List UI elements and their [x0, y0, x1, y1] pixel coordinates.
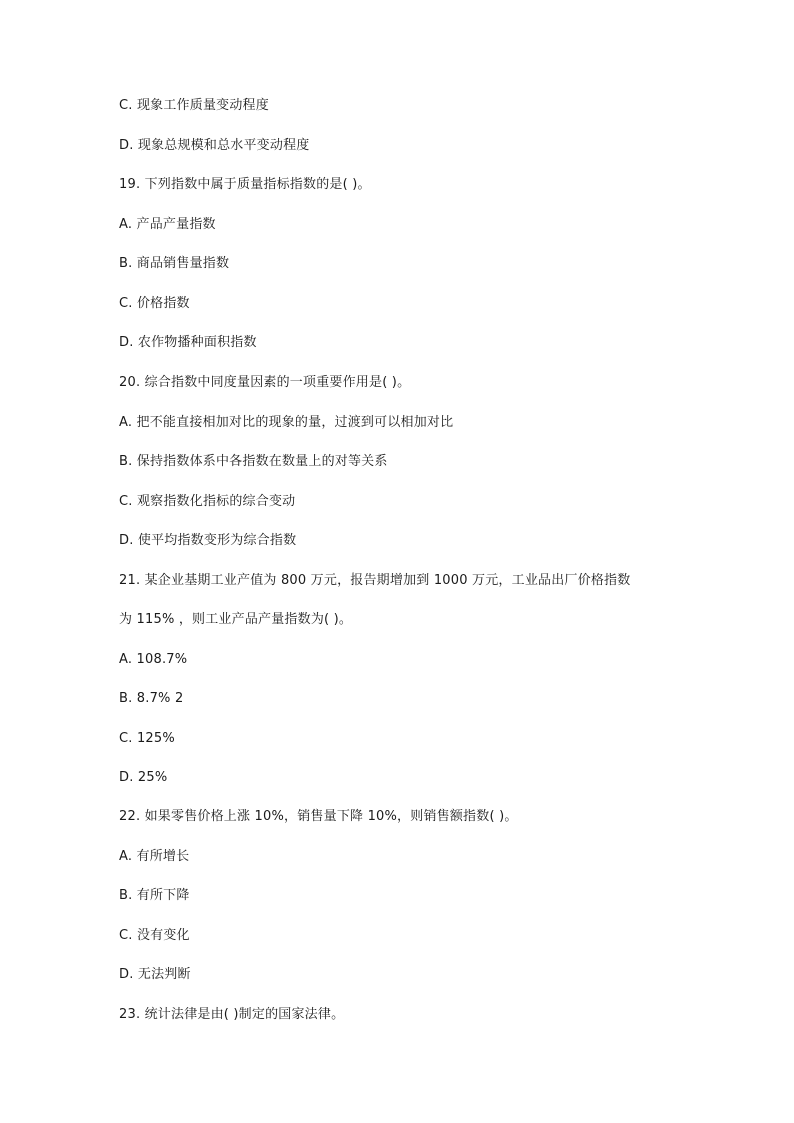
- option-c-q22: C. 没有变化: [119, 928, 190, 943]
- option-d-q19: D. 农作物播种面积指数: [119, 335, 257, 350]
- option-b-q19: B. 商品销售量指数: [119, 256, 230, 271]
- option-c-q19: C. 价格指数: [119, 296, 190, 311]
- question-19: 19. 下列指数中属于质量指标指数的是( )。: [119, 177, 371, 192]
- question-21-line-1: 21. 某企业基期工业产值为 800 万元，报告期增加到 1000 万元，工业品出厂价格指数: [119, 573, 631, 588]
- option-c-q21: C. 125%: [119, 731, 175, 746]
- option-b-q20: B. 保持指数体系中各指数在数量上的对等关系: [119, 454, 388, 469]
- question-21-line-2: 为 115% ，则工业产品产量指数为( )。: [119, 612, 353, 627]
- option-d-q20: D. 使平均指数变形为综合指数: [119, 533, 297, 548]
- question-20: 20. 综合指数中同度量因素的一项重要作用是( )。: [119, 375, 411, 390]
- option-d-q18: D. 现象总规模和总水平变动程度: [119, 138, 310, 153]
- option-b-q21: B. 8.7% 2: [119, 691, 184, 706]
- option-a-q20: A. 把不能直接相加对比的现象的量，过渡到可以相加对比: [119, 415, 454, 430]
- option-d-q22: D. 无法判断: [119, 967, 191, 982]
- option-c-q20: C. 观察指数化指标的综合变动: [119, 494, 296, 509]
- option-a-q22: A. 有所增长: [119, 849, 190, 864]
- question-22: 22. 如果零售价格上涨 10%，销售量下降 10%，则销售额指数( )。: [119, 809, 518, 824]
- option-a-q21: A. 108.7%: [119, 652, 188, 667]
- option-c-q18: C. 现象工作质量变动程度: [119, 98, 269, 113]
- question-23: 23. 统计法律是由( )制定的国家法律。: [119, 1007, 345, 1022]
- option-d-q21: D. 25%: [119, 770, 168, 785]
- option-a-q19: A. 产品产量指数: [119, 217, 216, 232]
- option-b-q22: B. 有所下降: [119, 888, 190, 903]
